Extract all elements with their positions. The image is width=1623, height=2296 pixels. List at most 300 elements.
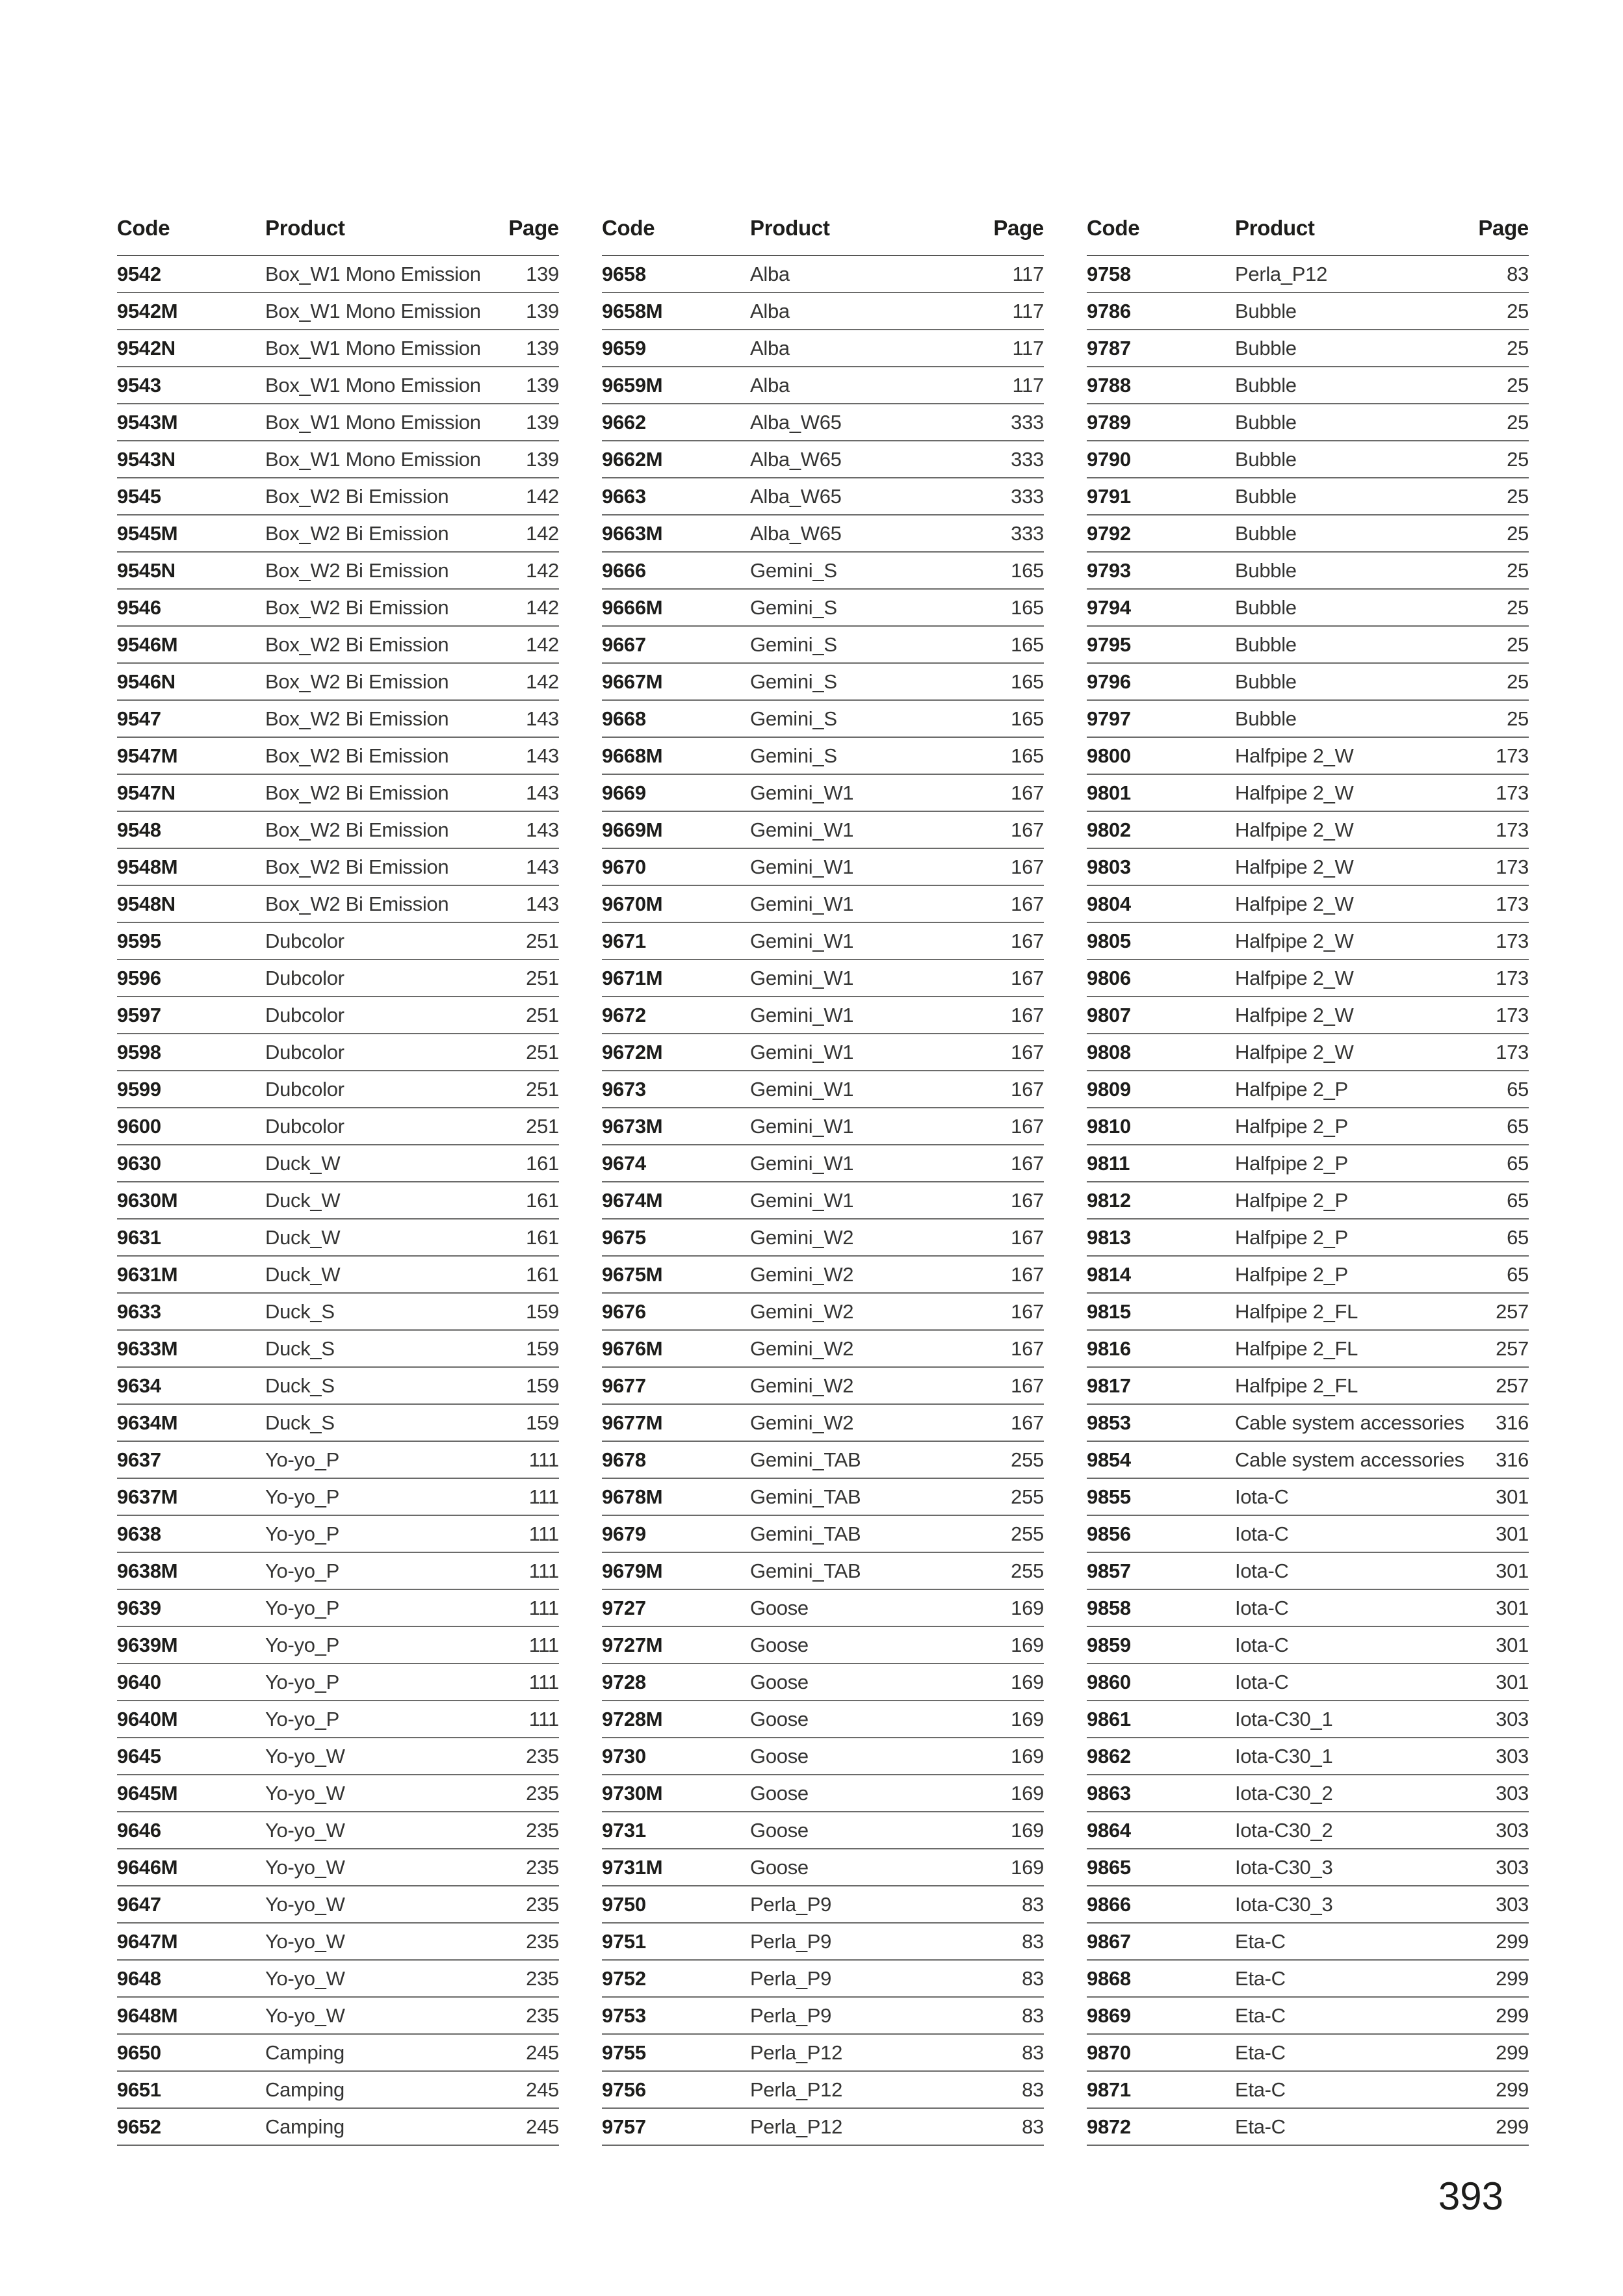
row-code: 9652 xyxy=(117,2115,161,2138)
row-code: 9666 xyxy=(602,559,646,582)
row-product: Gemini_W2 xyxy=(750,1337,854,1360)
row-code: 9546N xyxy=(117,670,175,693)
row-page: 25 xyxy=(1507,300,1529,322)
row-page: 167 xyxy=(1011,1078,1044,1101)
row-product: Gemini_W1 xyxy=(750,1115,854,1138)
row-code: 9786 xyxy=(1087,300,1131,322)
row-code: 9788 xyxy=(1087,374,1131,397)
row-page: 142 xyxy=(526,522,559,545)
row-product: Yo-yo_W xyxy=(265,2004,345,2027)
row-code: 9853 xyxy=(1087,1411,1131,1434)
row-page: 25 xyxy=(1507,374,1529,397)
row-code: 9671M xyxy=(602,967,663,989)
table-body xyxy=(1087,256,1529,2146)
row-code: 9815 xyxy=(1087,1300,1131,1323)
table-row xyxy=(117,1182,559,1220)
row-code: 9595 xyxy=(117,930,161,952)
row-code: 9659 xyxy=(602,337,646,359)
row-product: Dubcolor xyxy=(265,1078,344,1101)
row-code: 9728M xyxy=(602,1708,663,1730)
table-row xyxy=(1087,441,1529,478)
table-row xyxy=(602,1924,1044,1961)
row-page: 303 xyxy=(1496,1782,1529,1805)
table-row xyxy=(117,1034,559,1071)
row-page: 65 xyxy=(1507,1115,1529,1138)
row-product: Alba xyxy=(750,374,790,397)
row-page: 83 xyxy=(1022,1893,1044,1916)
row-product: Gemini_W1 xyxy=(750,855,854,878)
row-product: Bubble xyxy=(1235,596,1297,619)
row-product: Box_W2 Bi Emission xyxy=(265,559,449,582)
row-code: 9637 xyxy=(117,1448,161,1471)
row-product: Bubble xyxy=(1235,485,1297,508)
row-code: 9791 xyxy=(1087,485,1131,508)
row-code: 9811 xyxy=(1087,1152,1130,1175)
row-product: Gemini_TAB xyxy=(750,1522,861,1545)
row-product: Perla_P9 xyxy=(750,1967,832,1990)
row-product: Yo-yo_P xyxy=(265,1634,339,1656)
table-row xyxy=(602,775,1044,812)
row-code: 9675 xyxy=(602,1226,646,1249)
row-product: Goose xyxy=(750,1708,809,1730)
index-table-column-1 xyxy=(117,217,559,2146)
row-page: 167 xyxy=(1011,1337,1044,1360)
table-row xyxy=(1087,1145,1529,1182)
row-page: 245 xyxy=(526,2078,559,2101)
table-row xyxy=(117,1998,559,2035)
row-product: Box_W1 Mono Emission xyxy=(265,337,481,359)
row-code: 9548M xyxy=(117,855,178,878)
table-row xyxy=(602,293,1044,330)
table-row xyxy=(602,812,1044,849)
row-code: 9676M xyxy=(602,1337,663,1360)
row-code: 9640 xyxy=(117,1671,161,1693)
row-product: Halfpipe 2_W xyxy=(1235,967,1354,989)
table-row xyxy=(602,553,1044,590)
row-code: 9546 xyxy=(117,596,161,619)
row-product: Yo-yo_W xyxy=(265,1930,345,1953)
table-row xyxy=(1087,515,1529,553)
row-product: Yo-yo_P xyxy=(265,1448,339,1471)
row-code: 9599 xyxy=(117,1078,161,1101)
row-code: 9808 xyxy=(1087,1041,1131,1063)
table-row xyxy=(1087,1701,1529,1738)
row-page: 25 xyxy=(1507,707,1529,730)
row-page: 167 xyxy=(1011,855,1044,878)
row-page: 169 xyxy=(1011,1819,1044,1842)
row-product: Perla_P12 xyxy=(750,2041,843,2064)
table-row xyxy=(117,1108,559,1145)
row-code: 9634 xyxy=(117,1374,161,1397)
table-row xyxy=(1087,1182,1529,1220)
table-row xyxy=(117,1590,559,1627)
table-row xyxy=(602,1738,1044,1775)
row-code: 9812 xyxy=(1087,1189,1131,1212)
row-product: Alba_W65 xyxy=(750,411,842,434)
row-product: Goose xyxy=(750,1597,809,1619)
row-page: 142 xyxy=(526,485,559,508)
row-page: 117 xyxy=(1012,263,1044,285)
table-row xyxy=(602,1812,1044,1849)
row-page: 257 xyxy=(1496,1374,1529,1397)
row-page: 139 xyxy=(526,263,559,285)
row-code: 9677M xyxy=(602,1411,663,1434)
row-product: Alba xyxy=(750,337,790,359)
row-code: 9867 xyxy=(1087,1930,1131,1953)
row-product: Yo-yo_P xyxy=(265,1597,339,1619)
row-code: 9814 xyxy=(1087,1263,1131,1286)
row-product: Goose xyxy=(750,1819,809,1842)
row-page: 303 xyxy=(1496,1708,1529,1730)
table-row xyxy=(1087,1627,1529,1664)
row-code: 9787 xyxy=(1087,337,1131,359)
row-product: Duck_W xyxy=(265,1226,341,1249)
row-page: 165 xyxy=(1011,707,1044,730)
row-product: Halfpipe 2_W xyxy=(1235,930,1354,952)
row-product: Bubble xyxy=(1235,559,1297,582)
row-page: 169 xyxy=(1011,1856,1044,1879)
row-product: Bubble xyxy=(1235,670,1297,693)
row-page: 251 xyxy=(526,930,559,952)
row-product: Gemini_W1 xyxy=(750,930,854,952)
row-product: Box_W2 Bi Emission xyxy=(265,633,449,656)
row-page: 169 xyxy=(1011,1782,1044,1805)
table-row xyxy=(1087,1294,1529,1331)
row-product: Box_W1 Mono Emission xyxy=(265,300,481,322)
table-row xyxy=(117,812,559,849)
row-page: 301 xyxy=(1496,1522,1529,1545)
row-product: Duck_S xyxy=(265,1300,335,1323)
row-page: 303 xyxy=(1496,1819,1529,1842)
table-row xyxy=(602,997,1044,1034)
row-page: 167 xyxy=(1011,1152,1044,1175)
row-page: 235 xyxy=(526,2004,559,2027)
row-code: 9670M xyxy=(602,893,663,915)
row-page: 167 xyxy=(1011,1189,1044,1212)
row-page: 25 xyxy=(1507,559,1529,582)
row-code: 9543N xyxy=(117,448,175,471)
row-product: Iota-C xyxy=(1235,1671,1289,1693)
table-body xyxy=(117,256,559,2146)
table-row xyxy=(117,1442,559,1479)
table-row xyxy=(602,960,1044,997)
row-product: Halfpipe 2_W xyxy=(1235,855,1354,878)
table-row xyxy=(1087,1071,1529,1108)
row-product: Box_W2 Bi Emission xyxy=(265,707,449,730)
row-product: Halfpipe 2_W xyxy=(1235,893,1354,915)
row-code: 9863 xyxy=(1087,1782,1131,1805)
row-code: 9872 xyxy=(1087,2115,1131,2138)
table-row xyxy=(117,1812,559,1849)
table-row xyxy=(1087,367,1529,404)
row-page: 173 xyxy=(1496,893,1529,915)
row-product: Eta-C xyxy=(1235,2004,1286,2027)
table-row xyxy=(602,367,1044,404)
row-code: 9801 xyxy=(1087,781,1131,804)
row-code: 9658 xyxy=(602,263,646,285)
row-product: Goose xyxy=(750,1634,809,1656)
row-page: 251 xyxy=(526,1004,559,1026)
row-code: 9731M xyxy=(602,1856,663,1879)
table-row xyxy=(602,923,1044,960)
row-product: Eta-C xyxy=(1235,2041,1286,2064)
table-row xyxy=(1087,1664,1529,1701)
table-row xyxy=(1087,775,1529,812)
row-product: Box_W1 Mono Emission xyxy=(265,448,481,471)
row-code: 9671 xyxy=(602,930,646,952)
row-page: 161 xyxy=(526,1226,559,1249)
row-code: 9546M xyxy=(117,633,178,656)
row-page: 167 xyxy=(1011,930,1044,952)
row-code: 9810 xyxy=(1087,1115,1131,1138)
table-row xyxy=(1087,256,1529,293)
row-page: 173 xyxy=(1496,818,1529,841)
row-page: 299 xyxy=(1496,1967,1529,1990)
row-code: 9864 xyxy=(1087,1819,1131,1842)
row-code: 9545M xyxy=(117,522,178,545)
table-header-row xyxy=(602,217,1044,256)
table-row xyxy=(1087,1108,1529,1145)
row-code: 9730M xyxy=(602,1782,663,1805)
row-product: Gemini_TAB xyxy=(750,1448,861,1471)
row-product: Perla_P12 xyxy=(750,2115,843,2138)
row-page: 303 xyxy=(1496,1893,1529,1916)
row-product: Dubcolor xyxy=(265,1004,344,1026)
row-page: 169 xyxy=(1011,1708,1044,1730)
table-row xyxy=(117,1961,559,1998)
row-code: 9856 xyxy=(1087,1522,1131,1545)
row-product: Iota-C xyxy=(1235,1559,1289,1582)
row-page: 159 xyxy=(526,1337,559,1360)
row-page: 301 xyxy=(1496,1485,1529,1508)
table-row xyxy=(117,1479,559,1516)
row-product: Iota-C30_2 xyxy=(1235,1782,1333,1805)
row-page: 167 xyxy=(1011,1004,1044,1026)
table-row xyxy=(1087,1553,1529,1590)
row-page: 173 xyxy=(1496,930,1529,952)
row-code: 9667 xyxy=(602,633,646,656)
row-product: Iota-C30_3 xyxy=(1235,1856,1333,1879)
row-product: Duck_W xyxy=(265,1263,341,1286)
row-product: Yo-yo_P xyxy=(265,1559,339,1582)
row-code: 9669 xyxy=(602,781,646,804)
row-page: 251 xyxy=(526,1041,559,1063)
row-code: 9631M xyxy=(117,1263,178,1286)
row-code: 9673M xyxy=(602,1115,663,1138)
row-product: Gemini_W1 xyxy=(750,1004,854,1026)
row-code: 9677 xyxy=(602,1374,646,1397)
row-product: Duck_W xyxy=(265,1189,341,1212)
table-row xyxy=(117,1145,559,1182)
row-page: 143 xyxy=(526,744,559,767)
table-row xyxy=(117,2035,559,2072)
table-row xyxy=(602,664,1044,701)
table-row xyxy=(117,330,559,367)
table-row xyxy=(117,997,559,1034)
table-row xyxy=(602,1294,1044,1331)
row-code: 9633M xyxy=(117,1337,178,1360)
row-code: 9663M xyxy=(602,522,663,545)
row-code: 9651 xyxy=(117,2078,161,2101)
table-row xyxy=(117,775,559,812)
table-row xyxy=(602,1553,1044,1590)
row-page: 167 xyxy=(1011,1374,1044,1397)
row-code: 9670 xyxy=(602,855,646,878)
table-row xyxy=(1087,1479,1529,1516)
row-code: 9631 xyxy=(117,1226,161,1249)
row-product: Iota-C30_2 xyxy=(1235,1819,1333,1842)
row-product: Yo-yo_W xyxy=(265,1967,345,1990)
row-page: 255 xyxy=(1011,1448,1044,1471)
row-code: 9659M xyxy=(602,374,663,397)
table-row xyxy=(602,1479,1044,1516)
row-page: 255 xyxy=(1011,1485,1044,1508)
row-product: Duck_S xyxy=(265,1337,335,1360)
table-row xyxy=(602,1108,1044,1145)
row-code: 9673 xyxy=(602,1078,646,1101)
table-body xyxy=(602,256,1044,2146)
row-product: Duck_S xyxy=(265,1374,335,1397)
row-page: 139 xyxy=(526,300,559,322)
row-code: 9543M xyxy=(117,411,178,434)
row-code: 9804 xyxy=(1087,893,1131,915)
row-product: Halfpipe 2_P xyxy=(1235,1189,1348,1212)
row-product: Goose xyxy=(750,1782,809,1805)
row-page: 169 xyxy=(1011,1597,1044,1619)
table-row xyxy=(602,2072,1044,2109)
table-row xyxy=(1087,590,1529,627)
row-page: 333 xyxy=(1011,448,1044,471)
row-code: 9543 xyxy=(117,374,161,397)
row-page: 83 xyxy=(1507,263,1529,285)
row-code: 9663 xyxy=(602,485,646,508)
row-code: 9868 xyxy=(1087,1967,1131,1990)
table-row xyxy=(117,553,559,590)
row-product: Goose xyxy=(750,1671,809,1693)
row-code: 9727M xyxy=(602,1634,663,1656)
row-product: Iota-C30_1 xyxy=(1235,1708,1333,1730)
row-product: Bubble xyxy=(1235,411,1297,434)
row-code: 9638 xyxy=(117,1522,161,1545)
table-row xyxy=(1087,2072,1529,2109)
row-page: 111 xyxy=(528,1559,559,1582)
table-row xyxy=(117,293,559,330)
table-row xyxy=(117,1516,559,1553)
row-page: 299 xyxy=(1496,2078,1529,2101)
table-row xyxy=(1087,1738,1529,1775)
row-page: 111 xyxy=(528,1634,559,1656)
row-product: Box_W2 Bi Emission xyxy=(265,855,449,878)
row-product: Gemini_W1 xyxy=(750,1041,854,1063)
row-code: 9648M xyxy=(117,2004,178,2027)
row-code: 9817 xyxy=(1087,1374,1131,1397)
row-code: 9674 xyxy=(602,1152,646,1175)
row-product: Duck_W xyxy=(265,1152,341,1175)
table-row xyxy=(117,1627,559,1664)
table-row xyxy=(117,886,559,923)
table-row xyxy=(602,1405,1044,1442)
row-product: Yo-yo_W xyxy=(265,1856,345,1879)
row-code: 9755 xyxy=(602,2041,646,2064)
table-row xyxy=(602,738,1044,775)
table-row xyxy=(117,849,559,886)
table-row xyxy=(1087,1998,1529,2035)
row-page: 117 xyxy=(1012,300,1044,322)
row-code: 9542 xyxy=(117,263,161,285)
row-code: 9859 xyxy=(1087,1634,1131,1656)
row-page: 159 xyxy=(526,1300,559,1323)
row-code: 9648 xyxy=(117,1967,161,1990)
table-row xyxy=(1087,701,1529,738)
table-row xyxy=(1087,1961,1529,1998)
row-product: Iota-C xyxy=(1235,1597,1289,1619)
row-page: 25 xyxy=(1507,522,1529,545)
row-code: 9866 xyxy=(1087,1893,1131,1916)
row-product: Box_W2 Bi Emission xyxy=(265,818,449,841)
row-product: Gemini_TAB xyxy=(750,1485,861,1508)
table-row xyxy=(117,2109,559,2146)
row-product: Gemini_S xyxy=(750,744,837,767)
row-page: 316 xyxy=(1496,1411,1529,1434)
row-page: 165 xyxy=(1011,559,1044,582)
column-header-page: Page xyxy=(508,216,559,240)
row-product: Duck_S xyxy=(265,1411,335,1434)
row-product: Yo-yo_W xyxy=(265,1819,345,1842)
table-row xyxy=(602,1182,1044,1220)
row-page: 173 xyxy=(1496,1004,1529,1026)
table-row xyxy=(117,738,559,775)
row-page: 167 xyxy=(1011,893,1044,915)
row-product: Camping xyxy=(265,2115,344,2138)
row-product: Box_W2 Bi Emission xyxy=(265,893,449,915)
row-code: 9678M xyxy=(602,1485,663,1508)
table-row xyxy=(602,1627,1044,1664)
table-header-row xyxy=(1087,217,1529,256)
table-row xyxy=(602,1998,1044,2035)
row-code: 9598 xyxy=(117,1041,161,1063)
row-page: 83 xyxy=(1022,1930,1044,1953)
table-row xyxy=(602,1071,1044,1108)
row-page: 333 xyxy=(1011,485,1044,508)
table-row xyxy=(602,441,1044,478)
row-code: 9750 xyxy=(602,1893,646,1916)
row-page: 143 xyxy=(526,855,559,878)
row-page: 235 xyxy=(526,1782,559,1805)
row-code: 9789 xyxy=(1087,411,1131,434)
table-row xyxy=(1087,1034,1529,1071)
row-product: Dubcolor xyxy=(265,967,344,989)
table-row xyxy=(602,1961,1044,1998)
row-page: 161 xyxy=(526,1189,559,1212)
row-code: 9857 xyxy=(1087,1559,1131,1582)
column-header-code: Code xyxy=(117,216,170,240)
row-code: 9548 xyxy=(117,818,161,841)
table-row xyxy=(602,1368,1044,1405)
row-product: Iota-C30_3 xyxy=(1235,1893,1333,1916)
row-code: 9646 xyxy=(117,1819,161,1842)
row-product: Gemini_S xyxy=(750,596,837,619)
table-row xyxy=(117,1738,559,1775)
row-code: 9634M xyxy=(117,1411,178,1434)
table-row xyxy=(1087,997,1529,1034)
row-page: 25 xyxy=(1507,670,1529,693)
row-page: 111 xyxy=(528,1708,559,1730)
row-page: 111 xyxy=(528,1597,559,1619)
row-page: 143 xyxy=(526,781,559,804)
table-row xyxy=(602,886,1044,923)
table-row xyxy=(602,590,1044,627)
row-code: 9597 xyxy=(117,1004,161,1026)
